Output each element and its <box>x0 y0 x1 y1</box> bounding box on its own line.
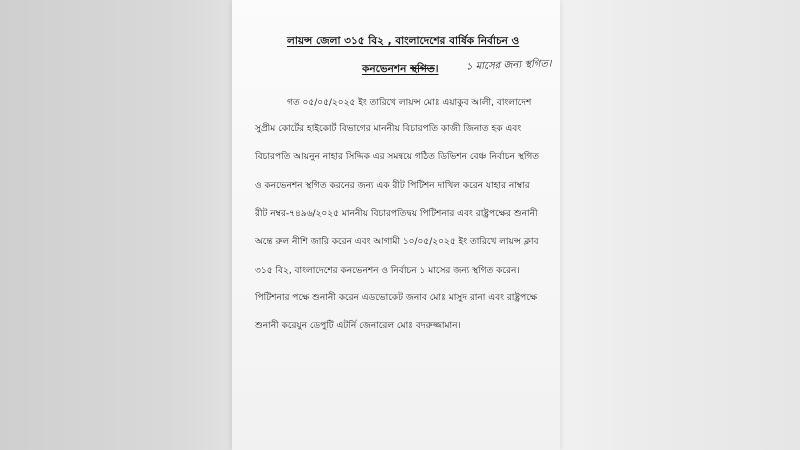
handwritten-note: ১ মাসের জন্য স্থগিত। <box>465 58 552 73</box>
document-page <box>232 0 560 450</box>
body-line-1: গত ০৫/০৫/২০২৫ ইং তারিখে লায়ন্স মোঃ এয়াকুব আলী, বাংলাদেশ <box>287 98 532 108</box>
heading-line-2-suffix: । <box>434 63 439 75</box>
body-line-4: ও কনভেনশন স্থগিত করনের জন্য এক রীট পিটিশন দাখিল করেন যাহার নাম্বার <box>255 181 530 191</box>
heading-line-2 <box>362 62 439 76</box>
background-right <box>560 0 800 450</box>
body-line-5: রীট নম্বর-৭৪৯৬/২০২৫ মাননীয় বিচারপতিদ্বয় পিটিশনার এবং রাষ্ট্রপক্ষের শুনানী <box>255 209 538 219</box>
body-line-8: পিটিশনার পক্ষে শুনানী করেন এডভোকেট জনাব মোঃ মাসুদ রানা এবং রাষ্ট্রপক্ষে <box>255 293 538 303</box>
heading-line-1: লায়ন্স জেলা ৩১৫ বি২ , বাংলাদেশের বার্ষিক নির্বাচন ও <box>287 35 520 47</box>
body-line-2: সুপ্রীম কোর্টের হাইকোর্ট বিভাগের মাননীয় বিচারপতি কাজী জিনাত হক এবং <box>255 124 522 134</box>
body-line-7: ৩১৫ বি২, বাংলাদেশের কনভেনশন ও নির্বাচন ১ মাসের জন্য স্থগিত করেন। <box>255 266 520 276</box>
body-line-9: শুনানী করেযুন ডেপুটি এটর্নি জেনারেল মোঃ বদরুজ্জামান। <box>255 321 461 331</box>
background-left <box>0 0 232 450</box>
body-line-3: বিচারপতি আয়নুন নাহার সিদ্দিক এর সমন্বয়ে গঠিত ডিভিশন বেঞ্চ নির্বাচন স্থগিত <box>255 152 540 162</box>
heading-struck-word: স্থগিত <box>410 63 435 75</box>
heading-line-2-prefix: কনভেনশন <box>362 63 411 75</box>
body-line-6: অন্তে রুল নীশি জারি করেন এবং আগামী ১০/০৫/২০২৫ ইং তারিখে লায়ন্স ক্লাব <box>255 237 539 247</box>
